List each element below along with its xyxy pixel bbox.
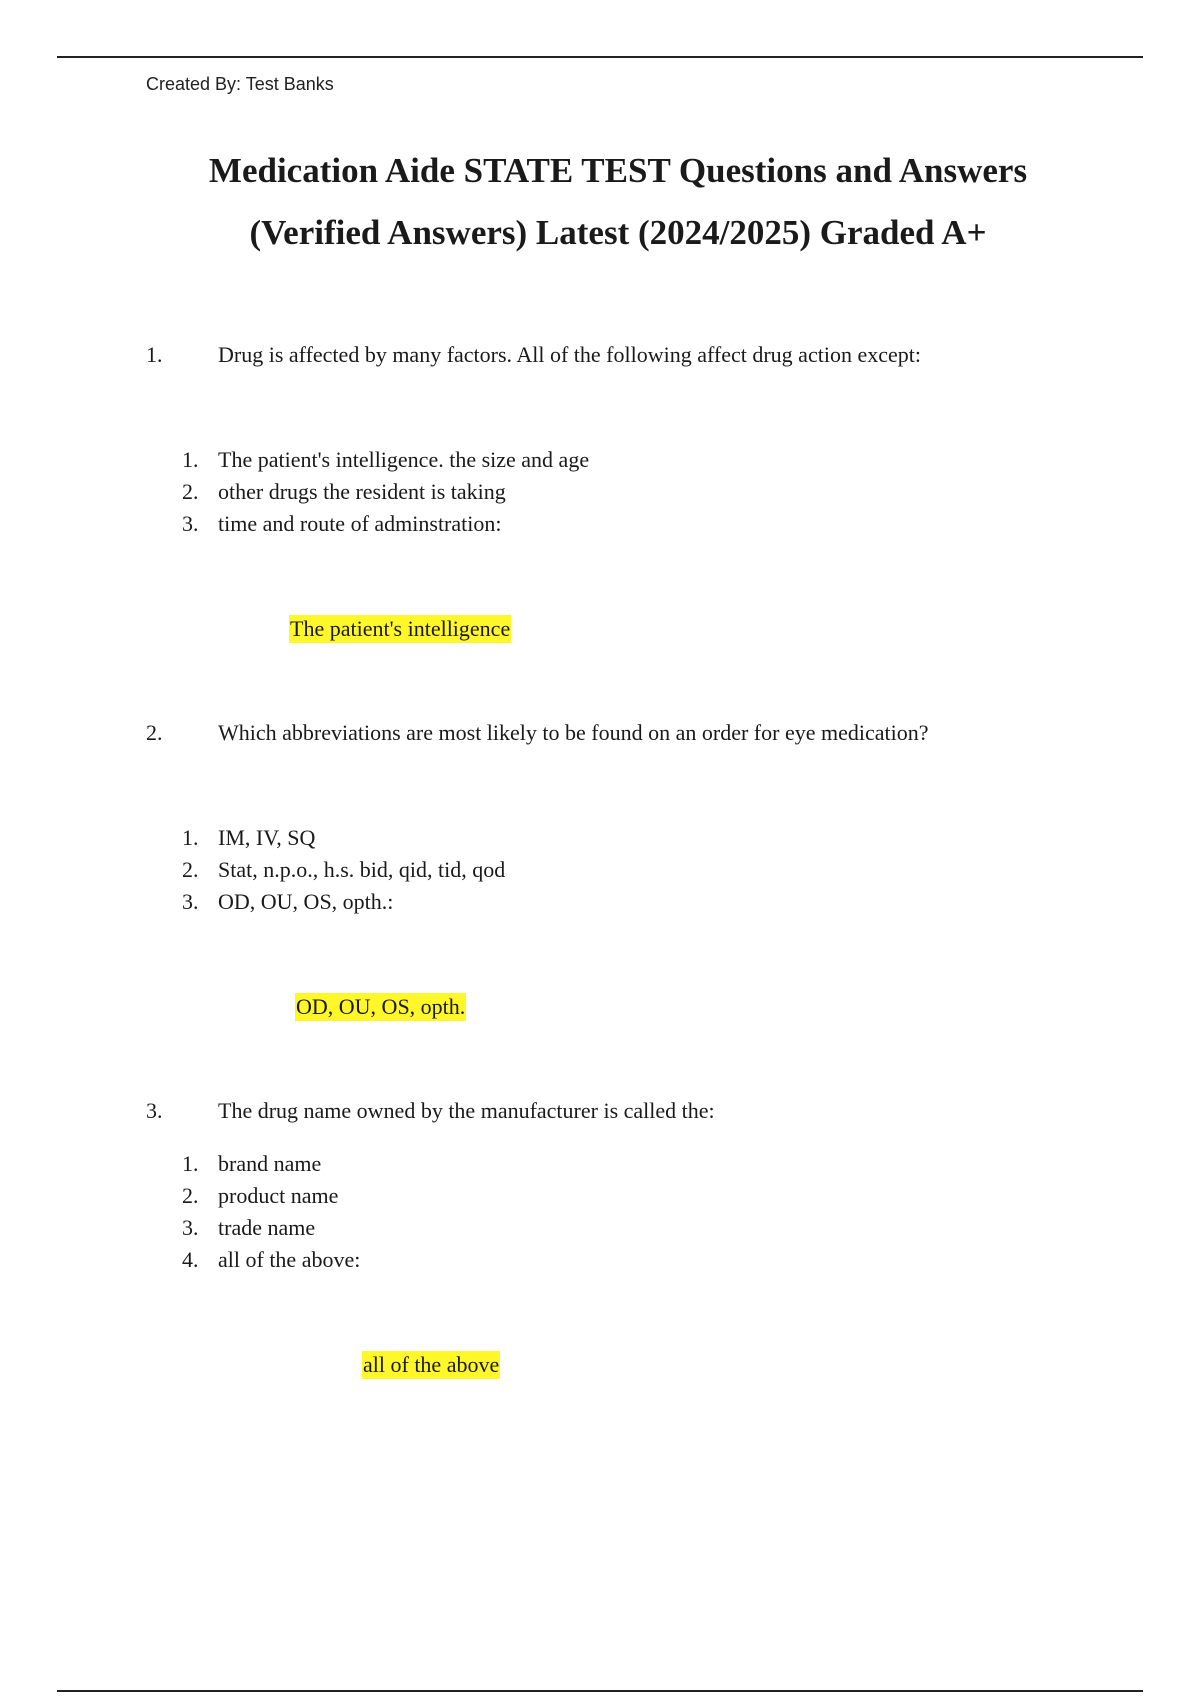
option-item xyxy=(182,511,502,537)
option-text: time and route of adminstration: xyxy=(218,511,502,536)
option-text: The patient's intelligence. the size and age xyxy=(218,447,590,472)
option-text: brand name xyxy=(218,1151,322,1176)
option-text: product name xyxy=(218,1183,339,1208)
question-text: Drug is affected by many factors. All of the following affect drug action except: xyxy=(218,342,921,367)
option-number: 2. xyxy=(182,1183,199,1208)
highlighted-answer: The patient's intelligence xyxy=(290,616,511,641)
option-number: 1. xyxy=(182,1151,199,1176)
top-rule xyxy=(57,56,1143,58)
option-item xyxy=(182,447,589,473)
option-item xyxy=(182,857,505,883)
bottom-rule xyxy=(57,1690,1143,1692)
question-number: 2. xyxy=(146,720,163,745)
question-text: Which abbreviations are most likely to be found on an order for eye medication? xyxy=(218,720,929,745)
option-number: 1. xyxy=(182,447,199,472)
document-title xyxy=(0,140,1200,264)
option-item xyxy=(182,479,506,505)
option-number: 2. xyxy=(182,479,199,504)
option-number: 3. xyxy=(182,889,199,914)
title-line-1: Medication Aide STATE TEST Questions and Answers xyxy=(208,151,1028,190)
option-item xyxy=(182,1151,321,1177)
option-number: 1. xyxy=(182,825,199,850)
created-by-header: Created By: Test Banks xyxy=(146,74,334,94)
option-text: IM, IV, SQ xyxy=(218,825,316,850)
question-number: 1. xyxy=(146,342,163,367)
highlighted-answer: OD, OU, OS, opth. xyxy=(296,994,466,1019)
option-item xyxy=(182,1183,338,1209)
option-text: trade name xyxy=(218,1215,316,1240)
option-number: 3. xyxy=(182,511,199,536)
highlighted-answer: all of the above xyxy=(363,1352,500,1377)
option-item xyxy=(182,1247,360,1273)
option-item xyxy=(182,825,315,851)
option-number: 3. xyxy=(182,1215,199,1240)
option-text: OD, OU, OS, opth.: xyxy=(218,889,394,914)
question-number: 3. xyxy=(146,1098,163,1123)
option-text: other drugs the resident is taking xyxy=(218,479,506,504)
option-item xyxy=(182,1215,315,1241)
option-number: 2. xyxy=(182,857,199,882)
option-text: all of the above: xyxy=(218,1247,361,1272)
title-line-2: (Verified Answers) Latest (2024/2025) Graded A+ xyxy=(249,213,987,252)
option-text: Stat, n.p.o., h.s. bid, qid, tid, qod xyxy=(218,857,506,882)
question-text: The drug name owned by the manufacturer is called the: xyxy=(218,1098,715,1123)
option-item xyxy=(182,889,393,915)
option-number: 4. xyxy=(182,1247,199,1272)
